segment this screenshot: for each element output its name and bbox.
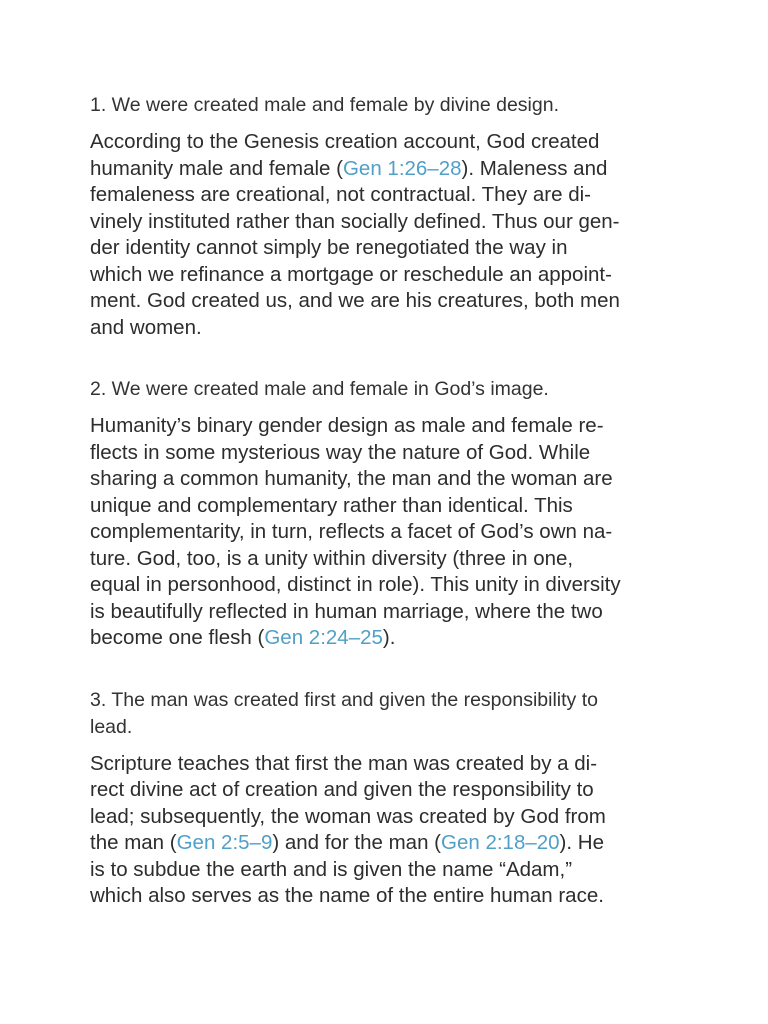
body-text: femaleness are creational, not contractual. They are di- bbox=[90, 183, 591, 206]
body-text: ). bbox=[382, 626, 396, 649]
body-text: sharing a common humanity, the man and the woman are bbox=[90, 467, 613, 490]
body-text: the man ( bbox=[90, 831, 177, 854]
scripture-reference-link[interactable]: Gen 1:26–28 bbox=[342, 156, 462, 180]
body-text: According to the Genesis creation account, God created bbox=[90, 130, 600, 153]
body-text: der identity cannot simply be renegotiated the way in bbox=[90, 236, 568, 259]
scripture-reference-link[interactable]: Gen 2:18–20 bbox=[441, 831, 560, 854]
section-3-heading-line-1: 3. The man was created first and given the responsibility to bbox=[90, 688, 598, 711]
body-text: flects in some mysterious way the nature of God. While bbox=[90, 440, 591, 464]
body-text: lead; subsequently, the woman was created by God from bbox=[90, 804, 606, 828]
body-text: Scripture teaches that first the man was created by a di- bbox=[90, 751, 598, 775]
body-text: ment. God created us, and we are his creatures, both men bbox=[90, 289, 620, 312]
body-text: ). Maleness and bbox=[461, 156, 608, 180]
section-3-body bbox=[90, 751, 680, 910]
body-text: vinely instituted rather than socially defined. Thus our gen- bbox=[90, 209, 620, 233]
section-1-heading: 1. We were created male and female by divine design. bbox=[90, 94, 559, 116]
section-1-body bbox=[90, 129, 680, 341]
body-text: and women. bbox=[90, 315, 202, 339]
body-text: unique and complementary rather than identical. This bbox=[90, 493, 573, 517]
section-3-heading bbox=[90, 687, 680, 741]
body-text: is beautifully reflected in human marriage, where the two bbox=[90, 599, 603, 623]
body-text: which also serves as the name of the entire human race. bbox=[90, 884, 604, 907]
section-3-heading-line-2: lead. bbox=[90, 715, 133, 738]
section-2-body bbox=[90, 413, 680, 652]
body-text: ture. God, too, is a unity within diversity (three in one, bbox=[90, 546, 574, 570]
body-text: ). He bbox=[559, 831, 604, 854]
scripture-reference-link[interactable]: Gen 2:5–9 bbox=[176, 831, 273, 854]
body-text: Humanity’s binary gender design as male and female re- bbox=[90, 414, 604, 437]
body-text: ) and for the man ( bbox=[272, 831, 441, 854]
body-text: which we refinance a mortgage or reschedule an appoint- bbox=[90, 262, 612, 286]
body-text: rect divine act of creation and given the responsibility to bbox=[90, 778, 594, 801]
body-text: complementarity, in turn, reflects a facet of God’s own na- bbox=[90, 520, 613, 543]
body-text: equal in personhood, distinct in role). This unity in diversity bbox=[90, 573, 621, 596]
section-2-heading: 2. We were created male and female in God’s image. bbox=[90, 378, 549, 400]
document-page bbox=[90, 92, 680, 910]
body-text: humanity male and female ( bbox=[90, 156, 343, 180]
scripture-reference-link[interactable]: Gen 2:24–25 bbox=[264, 626, 383, 649]
body-text: become one flesh ( bbox=[90, 626, 265, 649]
body-text: is to subdue the earth and is given the name “Adam,” bbox=[90, 857, 573, 881]
